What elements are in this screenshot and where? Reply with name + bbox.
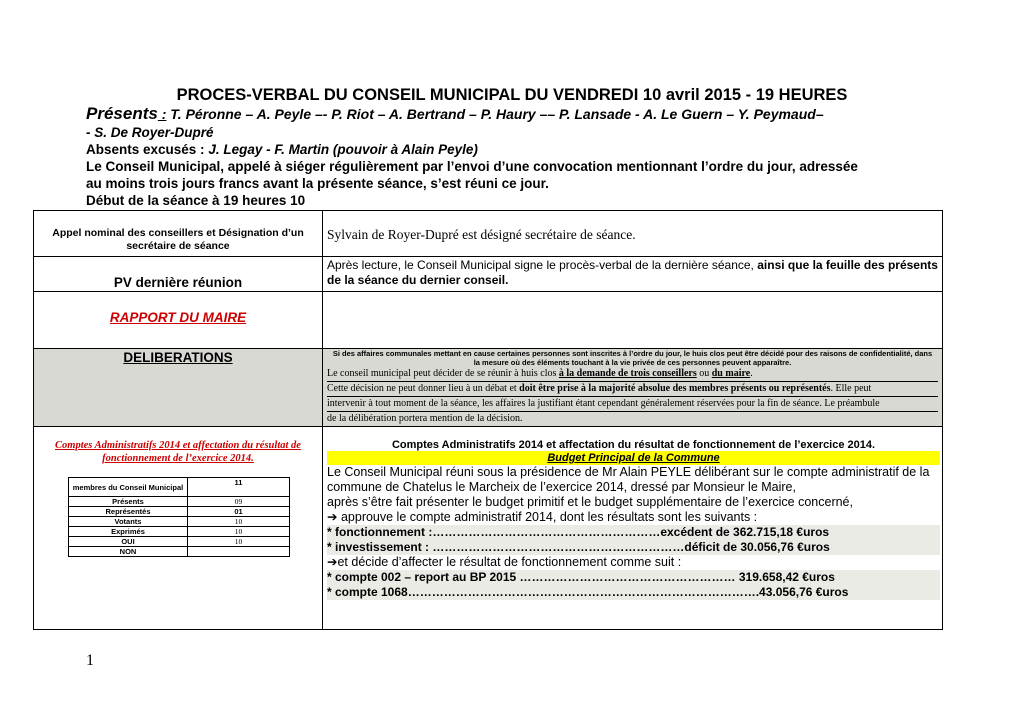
vote-value: 10 — [188, 527, 290, 537]
vote-value — [188, 547, 290, 557]
compte-1068: * compte 1068…………………………………………………………………………….43.056,76 €uros — [327, 585, 940, 600]
vote-label: membres du Conseil Municipal — [69, 478, 188, 497]
vote-value: 01 — [188, 507, 290, 517]
absents-list: J. Legay - F. Martin (pouvoir à Alain Peyle) — [208, 142, 478, 157]
appel-text-cell — [323, 211, 943, 257]
deliberations-text-cell — [323, 349, 943, 427]
vote-label: Exprimés — [69, 527, 188, 537]
pv-label-cell — [34, 257, 323, 292]
result-fonctionnement: * fonctionnement :…………………………………………………excédent de 362.715,18 €uros — [327, 525, 940, 540]
convocation-line-1: Le Conseil Municipal, appelé à siéger régulièrement par l’envoi d’une convocation mentionnant l’ordre du jour, adressée — [86, 159, 858, 174]
pv-text-b: ainsi que la feuille des présents de la séance du dernier conseil. — [327, 258, 938, 287]
vote-row — [69, 537, 290, 547]
huis-clos-rule-4: de la délibération portera mention de la décision. — [327, 413, 523, 424]
vote-value: 10 — [188, 517, 290, 527]
vote-row — [69, 527, 290, 537]
rapport-label-cell — [34, 292, 323, 349]
presents-colon: : — [157, 106, 167, 122]
affect-text: et décide d’affecter le résultat de fonctionnement comme suit : — [337, 555, 682, 569]
pv-label: PV dernière réunion — [113, 275, 243, 290]
appel-label-cell — [34, 211, 323, 257]
rapport-label: RAPPORT DU MAIRE — [109, 310, 247, 325]
appel-label: Appel nominal des conseillers et Désignation d’un secrétaire de séance — [52, 227, 304, 252]
vote-row — [69, 507, 290, 517]
vote-value: 09 — [188, 497, 290, 507]
appel-text: Sylvain de Royer-Dupré est désigné secrétaire de séance. — [327, 227, 636, 242]
arrow-right-icon: ➔ — [327, 555, 338, 569]
huis-clos-notice: Si des affaires communales mettant en cause certaines personnes sont inscrites à l’ordre du jour, le huis clos peut être décidé pour des raisons de confidentialité, dans la mesure où des éléments touchant à la vie privée de ces personnes peuvent apparaître. — [332, 349, 933, 367]
result-investissement: * investissement : ………………………………………………………déficit de 30.056,76 €uros — [327, 540, 940, 555]
rule-1c: ou — [696, 368, 712, 379]
pv-text-a: Après lecture, le Conseil Municipal signe le procès-verbal de la dernière séance, — [327, 258, 758, 272]
row-deliberations — [34, 349, 943, 427]
huis-clos-rule-1 — [327, 367, 938, 382]
rule-2a: Cette décision ne peut donner lieu à un débat et — [327, 383, 520, 394]
vote-label: Représentés — [69, 507, 188, 517]
row-pv — [34, 257, 943, 292]
approve-text: approuve le compte administratif 2014, dont les résultats sont les suivants : — [337, 510, 758, 524]
vote-row — [69, 497, 290, 507]
deliberations-label: DELIBERATIONS — [123, 350, 233, 365]
vote-label: Votants — [69, 517, 188, 527]
pv-text — [323, 258, 942, 288]
vote-row — [69, 517, 290, 527]
huis-clos-rule-3: intervenir à tout moment de la séance, les affaires la justifiant étant cependant généralement réservées pour la fin de séance. Le préambule — [327, 397, 938, 412]
rule-1a: Le conseil municipal peut décider de se réunir à huis clos — [327, 368, 559, 379]
budget-principal-label: Budget Principal de la Commune — [327, 451, 940, 465]
vote-value: 11 — [188, 478, 290, 497]
page-number: 1 — [86, 652, 94, 669]
vote-label: Présents — [69, 497, 188, 507]
arrow-right-icon: ➔ — [327, 510, 338, 524]
absents-label: Absents excusés : — [86, 142, 209, 157]
vote-label: NON — [69, 547, 188, 557]
vote-row — [69, 547, 290, 557]
huis-clos-rules — [323, 367, 942, 426]
comptes-para-3 — [327, 510, 940, 525]
comptes-left-cell — [34, 427, 323, 630]
huis-clos-rule-2 — [327, 382, 938, 397]
seance-start: Début de la séance à 19 heures 10 — [86, 193, 306, 208]
vote-label: OUI — [69, 537, 188, 547]
comptes-content — [323, 439, 942, 600]
presents-list-2: - S. De Royer-Dupré — [86, 125, 214, 140]
presents-label: Présents — [86, 104, 158, 123]
rule-1e: . — [750, 368, 753, 379]
row-appel — [34, 211, 943, 257]
absents-line — [86, 142, 478, 157]
comptes-para-1: Le Conseil Municipal réuni sous la présidence de Mr Alain PEYLE délibérant sur le compte administratif de la commune de Chatelus le Marcheix de l’exercice 2014, dressé par Monsieur le Maire, — [327, 465, 930, 494]
deliberations-label-cell — [34, 349, 323, 427]
rule-2c: . Elle peut — [830, 383, 872, 394]
row-comptes — [34, 427, 943, 630]
rapport-text-cell — [323, 292, 943, 349]
comptes-para-2: après s’être fait présenter le budget primitif et le budget supplémentaire de l’exercice concerné, — [327, 495, 853, 509]
row-rapport — [34, 292, 943, 349]
minutes-table — [33, 210, 943, 630]
comptes-title: Comptes Administratifs 2014 et affectation du résultat de fonctionnement de l’exercice 2014. — [391, 439, 876, 451]
pv-text-cell — [323, 257, 943, 292]
comptes-left-title: Comptes Administratifs 2014 et affectation du résultat de fonctionnement de l’exercice 2014. — [55, 440, 301, 464]
presents-list: T. Péronne – A. Peyle –- P. Riot – A. Bertrand – P. Haury –– P. Lansade - A. Le Guern – Y. Peymaud– — [166, 106, 824, 122]
rule-2b: doit être prise à la majorité absolue des membres présents ou représentés — [519, 383, 831, 394]
rapport-label-wrap — [34, 309, 322, 327]
compte-002: * compte 002 – report au BP 2015 ……………………………………………… 319.658,42 €uros — [327, 570, 940, 585]
rule-1b: à la demande de trois conseillers — [558, 368, 697, 379]
convocation-line-2: au moins trois jours francs avant la présente séance, s’est réuni ce jour. — [86, 176, 549, 191]
presents-line — [86, 104, 824, 124]
comptes-right-cell — [323, 427, 943, 630]
vote-value: 10 — [188, 537, 290, 547]
rule-1d: du maire — [711, 368, 751, 379]
vote-table — [68, 477, 290, 557]
vote-row — [69, 478, 290, 497]
comptes-para-4 — [327, 555, 940, 570]
page-title: PROCES-VERBAL DU CONSEIL MUNICIPAL DU VENDREDI 10 avril 2015 - 19 HEURES — [176, 86, 848, 104]
